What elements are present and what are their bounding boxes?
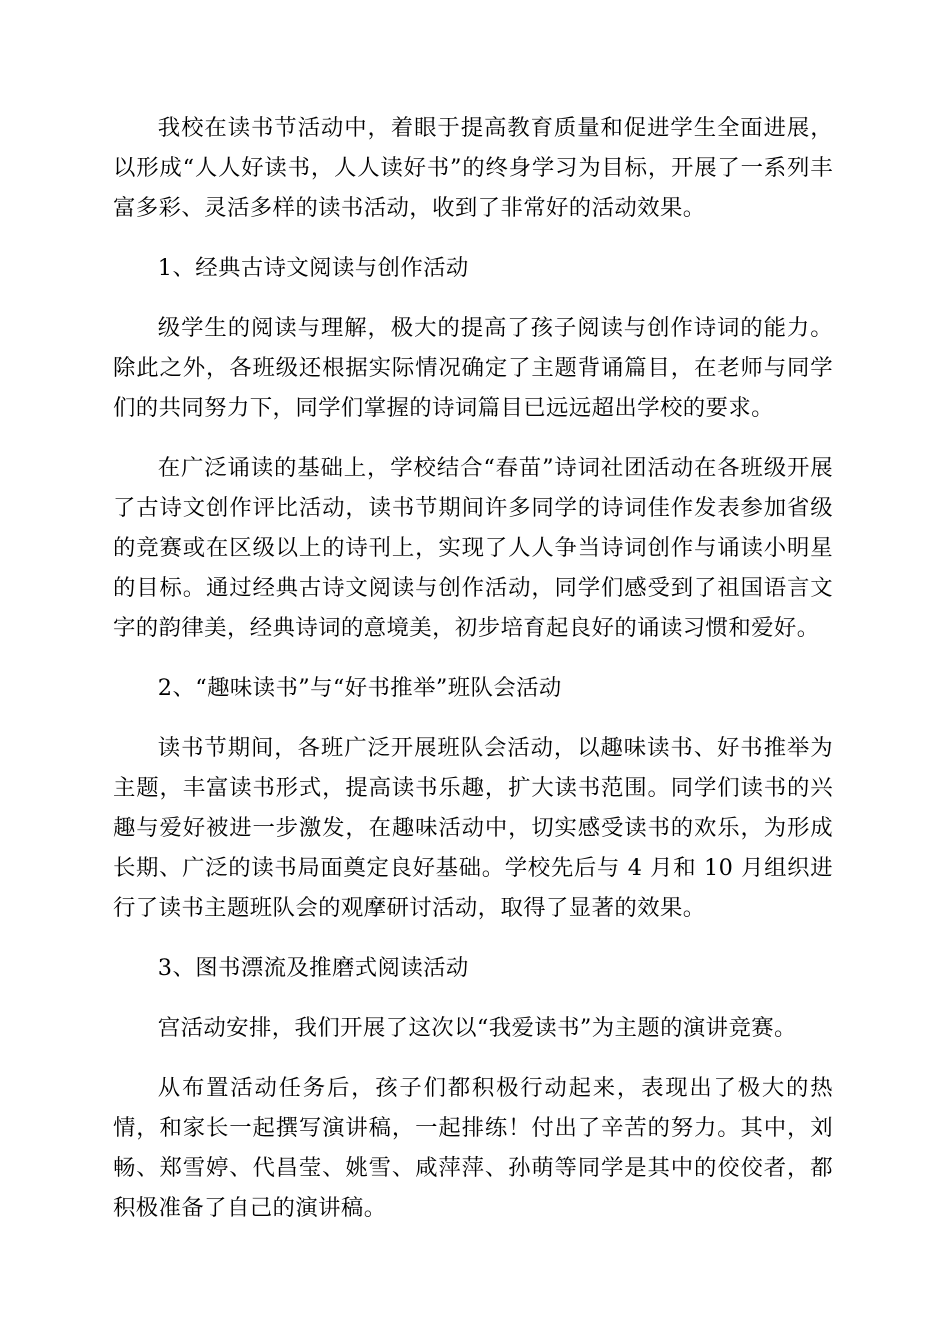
paragraph-speech-contest: 宫活动安排，我们开展了这次以“我爱读书”为主题的演讲竞赛。 — [157, 1015, 797, 1041]
paragraph-intro: 我校在读书节活动中，着眼于提高教育质量和促进学生全面进展，以形成“人人好读书，人人读好书”的终身学习为目标，开展了一系列丰富多彩、灵活多样的读书活动，收到了非常好的活动效果。 — [113, 115, 833, 221]
section-heading-3: 3、图书漂流及推磨式阅读活动 — [157, 955, 469, 981]
paragraph-poetry-reading: 级学生的阅读与理解，极大的提高了孩子阅读与创作诗词的能力。除此之外，各班级还根据实际情况确定了主题背诵篇目，在老师与同学们的共同努力下，同学们掌握的诗词篇目已远远超出学校的要求。 — [113, 315, 833, 421]
document-body — [113, 108, 833, 1228]
paragraph-students: 从布置活动任务后，孩子们都积极行动起来，表现出了极大的热情，和家长一起撰写演讲稿，一起排练！付出了辛苦的努力。其中，刘畅、郑雪婷、代昌莹、姚雪、咸萍萍、孙萌等同学是其中的佼佼者，都积极准备了自己的演讲稿。 — [113, 1075, 833, 1221]
section-heading-2: 2、“趣味读书”与“好书推举”班队会活动 — [157, 675, 562, 701]
paragraph-poetry-creation: 在广泛诵读的基础上，学校结合“春苗”诗词社团活动在各班级开展了古诗文创作评比活动，读书节期间许多同学的诗词佳作发表参加省级的竞赛或在区级以上的诗刊上，实现了人人争当诗词创作与诵读小明星的目标。通过经典古诗文阅读与创作活动，同学们感受到了祖国语言文字的韵律美，经典诗词的意境美，初步培育起良好的诵读习惯和爱好。 — [113, 455, 833, 641]
paragraph-class-meeting: 读书节期间，各班广泛开展班队会活动，以趣味读书、好书推举为主题，丰富读书形式，提高读书乐趣，扩大读书范围。同学们读书的兴趣与爱好被进一步激发，在趣味活动中，切实感受读书的欢乐，为形成长期、广泛的读书局面奠定良好基础。学校先后与 4 月和 10 月组织进行了读书主题班队会的观摩研讨活动，取得了显著的效果。 — [113, 735, 833, 921]
section-heading-1: 1、经典古诗文阅读与创作活动 — [157, 255, 469, 281]
